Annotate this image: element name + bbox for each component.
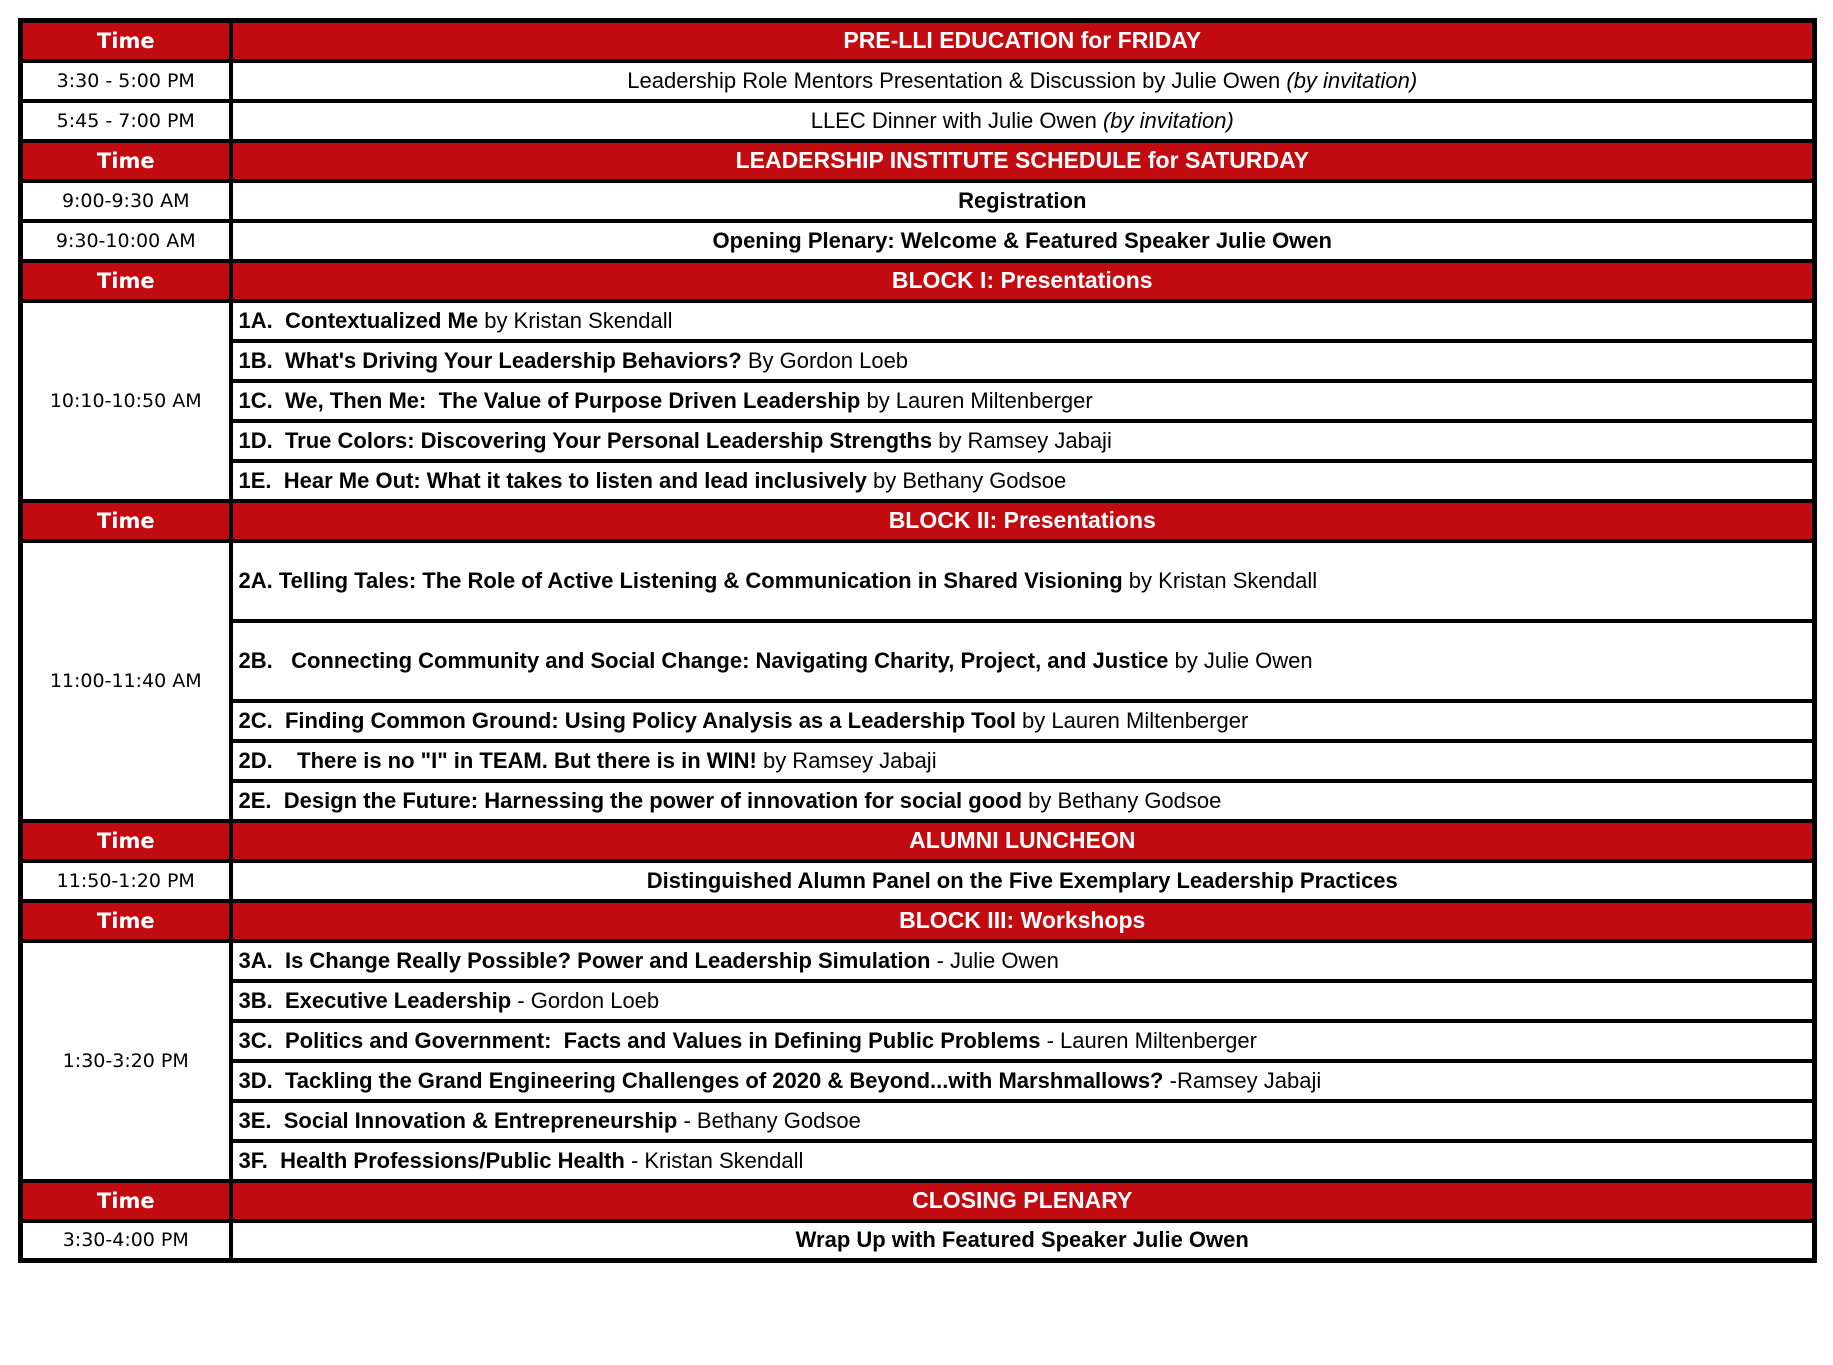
session-title: 2B. Connecting Community and Social Change: Navigating Charity, Project, and Justice — [238, 647, 1169, 673]
event-cell — [231, 181, 1815, 221]
session-title: 1E. Hear Me Out: What it takes to listen and lead inclusively — [238, 467, 867, 493]
section-header-row — [21, 821, 1815, 861]
section-title-cell: BLOCK II: Presentations — [231, 501, 1815, 541]
time-cell: 3:30 - 5:00 PM — [21, 61, 231, 101]
session-row — [21, 941, 1815, 981]
session-cell — [231, 1141, 1815, 1181]
event-text: LLEC Dinner with Julie Owen — [810, 107, 1103, 133]
event-text-bold: Opening Plenary: Welcome & Featured Speaker Julie Owen — [712, 227, 1332, 253]
session-row — [21, 741, 1815, 781]
session-title: 3C. Politics and Government: Facts and Values in Defining Public Problems — [238, 1027, 1041, 1053]
session-byline: by Bethany Godsoe — [866, 467, 1067, 493]
event-row — [21, 221, 1815, 261]
session-row — [21, 621, 1815, 701]
section-header-row — [21, 21, 1815, 61]
session-row — [21, 461, 1815, 501]
session-byline: By Gordon Loeb — [741, 347, 909, 373]
session-title: 3D. Tackling the Grand Engineering Challenges of 2020 & Beyond...with Marshmallows? — [238, 1067, 1164, 1093]
event-text-italic: (by invitation) — [1286, 67, 1418, 93]
event-row — [21, 1221, 1815, 1261]
session-title: 2E. Design the Future: Harnessing the power of innovation for social good — [238, 787, 1023, 813]
session-title: 1D. True Colors: Discovering Your Personal Leadership Strengths — [238, 427, 933, 453]
session-title: 3E. Social Innovation & Entrepreneurship — [238, 1107, 678, 1133]
section-title-cell: ALUMNI LUNCHEON — [231, 821, 1815, 861]
session-byline: - Bethany Godsoe — [677, 1107, 861, 1133]
section-header-row — [21, 901, 1815, 941]
session-row — [21, 981, 1815, 1021]
session-title: 3B. Executive Leadership — [238, 987, 512, 1013]
time-cell: 1:30-3:20 PM — [21, 941, 231, 1181]
session-cell — [231, 421, 1815, 461]
session-byline: - Gordon Loeb — [511, 987, 660, 1013]
session-byline: - Kristan Skendall — [624, 1147, 804, 1173]
time-cell: 11:00-11:40 AM — [21, 541, 231, 821]
event-text-bold: Wrap Up with Featured Speaker Julie Owen — [795, 1227, 1249, 1253]
session-byline: by Lauren Miltenberger — [1015, 707, 1249, 733]
session-cell — [231, 981, 1815, 1021]
time-cell: 10:10-10:50 AM — [21, 301, 231, 501]
time-header-cell: Time — [21, 141, 231, 181]
session-title: 2A. Telling Tales: The Role of Active Listening & Communication in Shared Visioning — [238, 567, 1123, 593]
event-text-bold: Registration — [958, 187, 1087, 213]
session-cell — [231, 1021, 1815, 1061]
section-header-row — [21, 501, 1815, 541]
event-cell — [231, 101, 1815, 141]
section-title-cell: BLOCK III: Workshops — [231, 901, 1815, 941]
section-header-row — [21, 1181, 1815, 1221]
session-cell — [231, 301, 1815, 341]
session-cell — [231, 381, 1815, 421]
event-row — [21, 181, 1815, 221]
session-byline: by Ramsey Jabaji — [756, 747, 937, 773]
section-header-row — [21, 141, 1815, 181]
session-byline: by Kristan Skendall — [1122, 567, 1318, 593]
session-title: 2C. Finding Common Ground: Using Policy Analysis as a Leadership Tool — [238, 707, 1016, 733]
time-header-cell: Time — [21, 821, 231, 861]
session-row — [21, 381, 1815, 421]
session-byline: - Lauren Miltenberger — [1040, 1027, 1257, 1053]
session-row — [21, 1021, 1815, 1061]
time-cell: 9:30-10:00 AM — [21, 221, 231, 261]
time-header-cell: Time — [21, 501, 231, 541]
session-title: 2D. There is no "I" in TEAM. But there is in WIN! — [238, 747, 757, 773]
session-row — [21, 781, 1815, 821]
session-cell — [231, 341, 1815, 381]
session-cell — [231, 1101, 1815, 1141]
session-row — [21, 701, 1815, 741]
session-byline: by Ramsey Jabaji — [932, 427, 1112, 453]
session-row — [21, 1141, 1815, 1181]
session-title: 3F. Health Professions/Public Health — [238, 1147, 625, 1173]
event-cell — [231, 61, 1815, 101]
time-cell: 9:00-9:30 AM — [21, 181, 231, 221]
session-row — [21, 541, 1815, 621]
time-cell: 5:45 - 7:00 PM — [21, 101, 231, 141]
event-cell — [231, 861, 1815, 901]
event-row — [21, 861, 1815, 901]
time-header-cell: Time — [21, 261, 231, 301]
session-byline: by Julie Owen — [1168, 647, 1313, 673]
session-cell — [231, 461, 1815, 501]
session-cell — [231, 781, 1815, 821]
schedule-table — [18, 18, 1817, 1263]
session-byline: by Kristan Skendall — [478, 307, 673, 333]
time-header-cell: Time — [21, 21, 231, 61]
section-title-cell: PRE-LLI EDUCATION for FRIDAY — [231, 21, 1815, 61]
section-title-cell: BLOCK I: Presentations — [231, 261, 1815, 301]
section-header-row — [21, 261, 1815, 301]
event-cell — [231, 1221, 1815, 1261]
session-cell — [231, 741, 1815, 781]
event-row — [21, 101, 1815, 141]
session-title: 3A. Is Change Really Possible? Power and Leadership Simulation — [238, 947, 931, 973]
event-text-italic: (by invitation) — [1102, 107, 1234, 133]
session-row — [21, 1061, 1815, 1101]
time-header-cell: Time — [21, 901, 231, 941]
section-title-cell: LEADERSHIP INSTITUTE SCHEDULE for SATURDAY — [231, 141, 1815, 181]
session-cell — [231, 1061, 1815, 1101]
event-cell — [231, 221, 1815, 261]
session-cell — [231, 621, 1815, 701]
session-title: 1B. What's Driving Your Leadership Behaviors? — [238, 347, 742, 373]
session-cell — [231, 701, 1815, 741]
schedule-document — [18, 18, 1817, 1263]
session-row — [21, 341, 1815, 381]
time-header-cell: Time — [21, 1181, 231, 1221]
event-text-bold: Distinguished Alumn Panel on the Five Exemplary Leadership Practices — [646, 867, 1398, 893]
session-byline: by Lauren Miltenberger — [860, 387, 1093, 413]
session-title: 1C. We, Then Me: The Value of Purpose Driven Leadership — [238, 387, 861, 413]
session-cell — [231, 541, 1815, 621]
session-row — [21, 301, 1815, 341]
session-row — [21, 421, 1815, 461]
session-row — [21, 1101, 1815, 1141]
event-text: Leadership Role Mentors Presentation & Discussion by Julie Owen — [627, 67, 1287, 93]
session-title: 1A. Contextualized Me — [238, 307, 479, 333]
time-cell: 11:50-1:20 PM — [21, 861, 231, 901]
session-byline: -Ramsey Jabaji — [1163, 1067, 1322, 1093]
time-cell: 3:30-4:00 PM — [21, 1221, 231, 1261]
session-byline: - Julie Owen — [930, 947, 1059, 973]
session-byline: by Bethany Godsoe — [1022, 787, 1222, 813]
section-title-cell: CLOSING PLENARY — [231, 1181, 1815, 1221]
event-row — [21, 61, 1815, 101]
session-cell — [231, 941, 1815, 981]
